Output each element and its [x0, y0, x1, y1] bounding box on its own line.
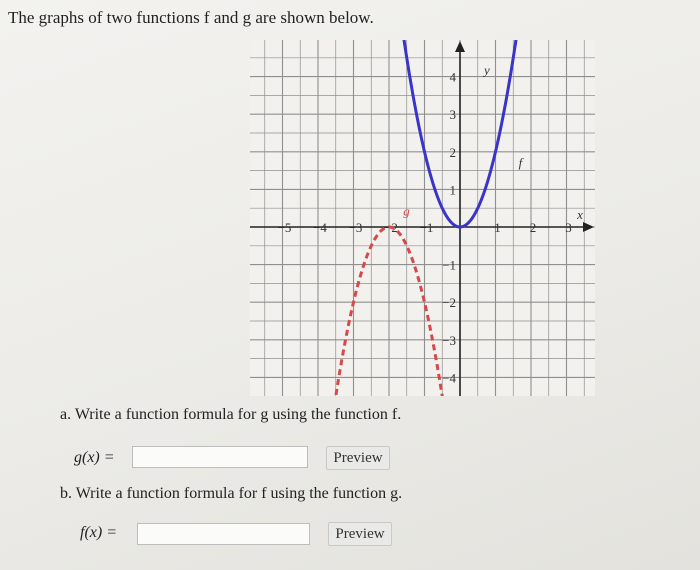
y-tick-label: 3 [449, 107, 456, 123]
f-answer-label: f(x) = [80, 524, 117, 541]
question-a: a. Write a function formula for g using the function f. [60, 406, 402, 423]
x-tick-label: −5 [277, 220, 292, 235]
f-formula-input[interactable] [137, 523, 310, 545]
g-preview-button[interactable]: Preview [326, 446, 390, 470]
f-curve-label: f [518, 154, 523, 170]
y-tick-label: −4 [442, 370, 456, 386]
y-tick-label: −1 [442, 257, 456, 273]
g-formula-input[interactable] [132, 446, 308, 468]
x-tick-label: −2 [384, 220, 398, 235]
x-tick-label: −1 [419, 220, 434, 235]
x-tick-label: 2 [529, 220, 537, 235]
g-curve-label: g [403, 203, 410, 219]
y-axis-label: y [484, 62, 490, 78]
y-tick-label: −2 [442, 295, 456, 311]
x-axis-label: x [577, 207, 583, 222]
problem-title: The graphs of two functions f and g are shown below. [8, 8, 374, 27]
y-tick-label: −3 [442, 332, 456, 348]
function-graph [250, 40, 595, 396]
f-preview-button[interactable]: Preview [328, 522, 392, 546]
x-tick-label: −4 [313, 220, 327, 235]
y-tick-label: 4 [449, 69, 456, 85]
x-tick-label: 1 [494, 220, 501, 235]
graph-background [250, 40, 595, 396]
x-tick-label: 3 [565, 220, 572, 235]
y-tick-label: 2 [449, 144, 456, 160]
x-tick-label: −3 [348, 220, 363, 235]
y-tick-label: 1 [449, 182, 456, 198]
question-b: b. Write a function formula for f using the function g. [60, 485, 403, 502]
g-answer-label: g(x) = [74, 449, 115, 466]
